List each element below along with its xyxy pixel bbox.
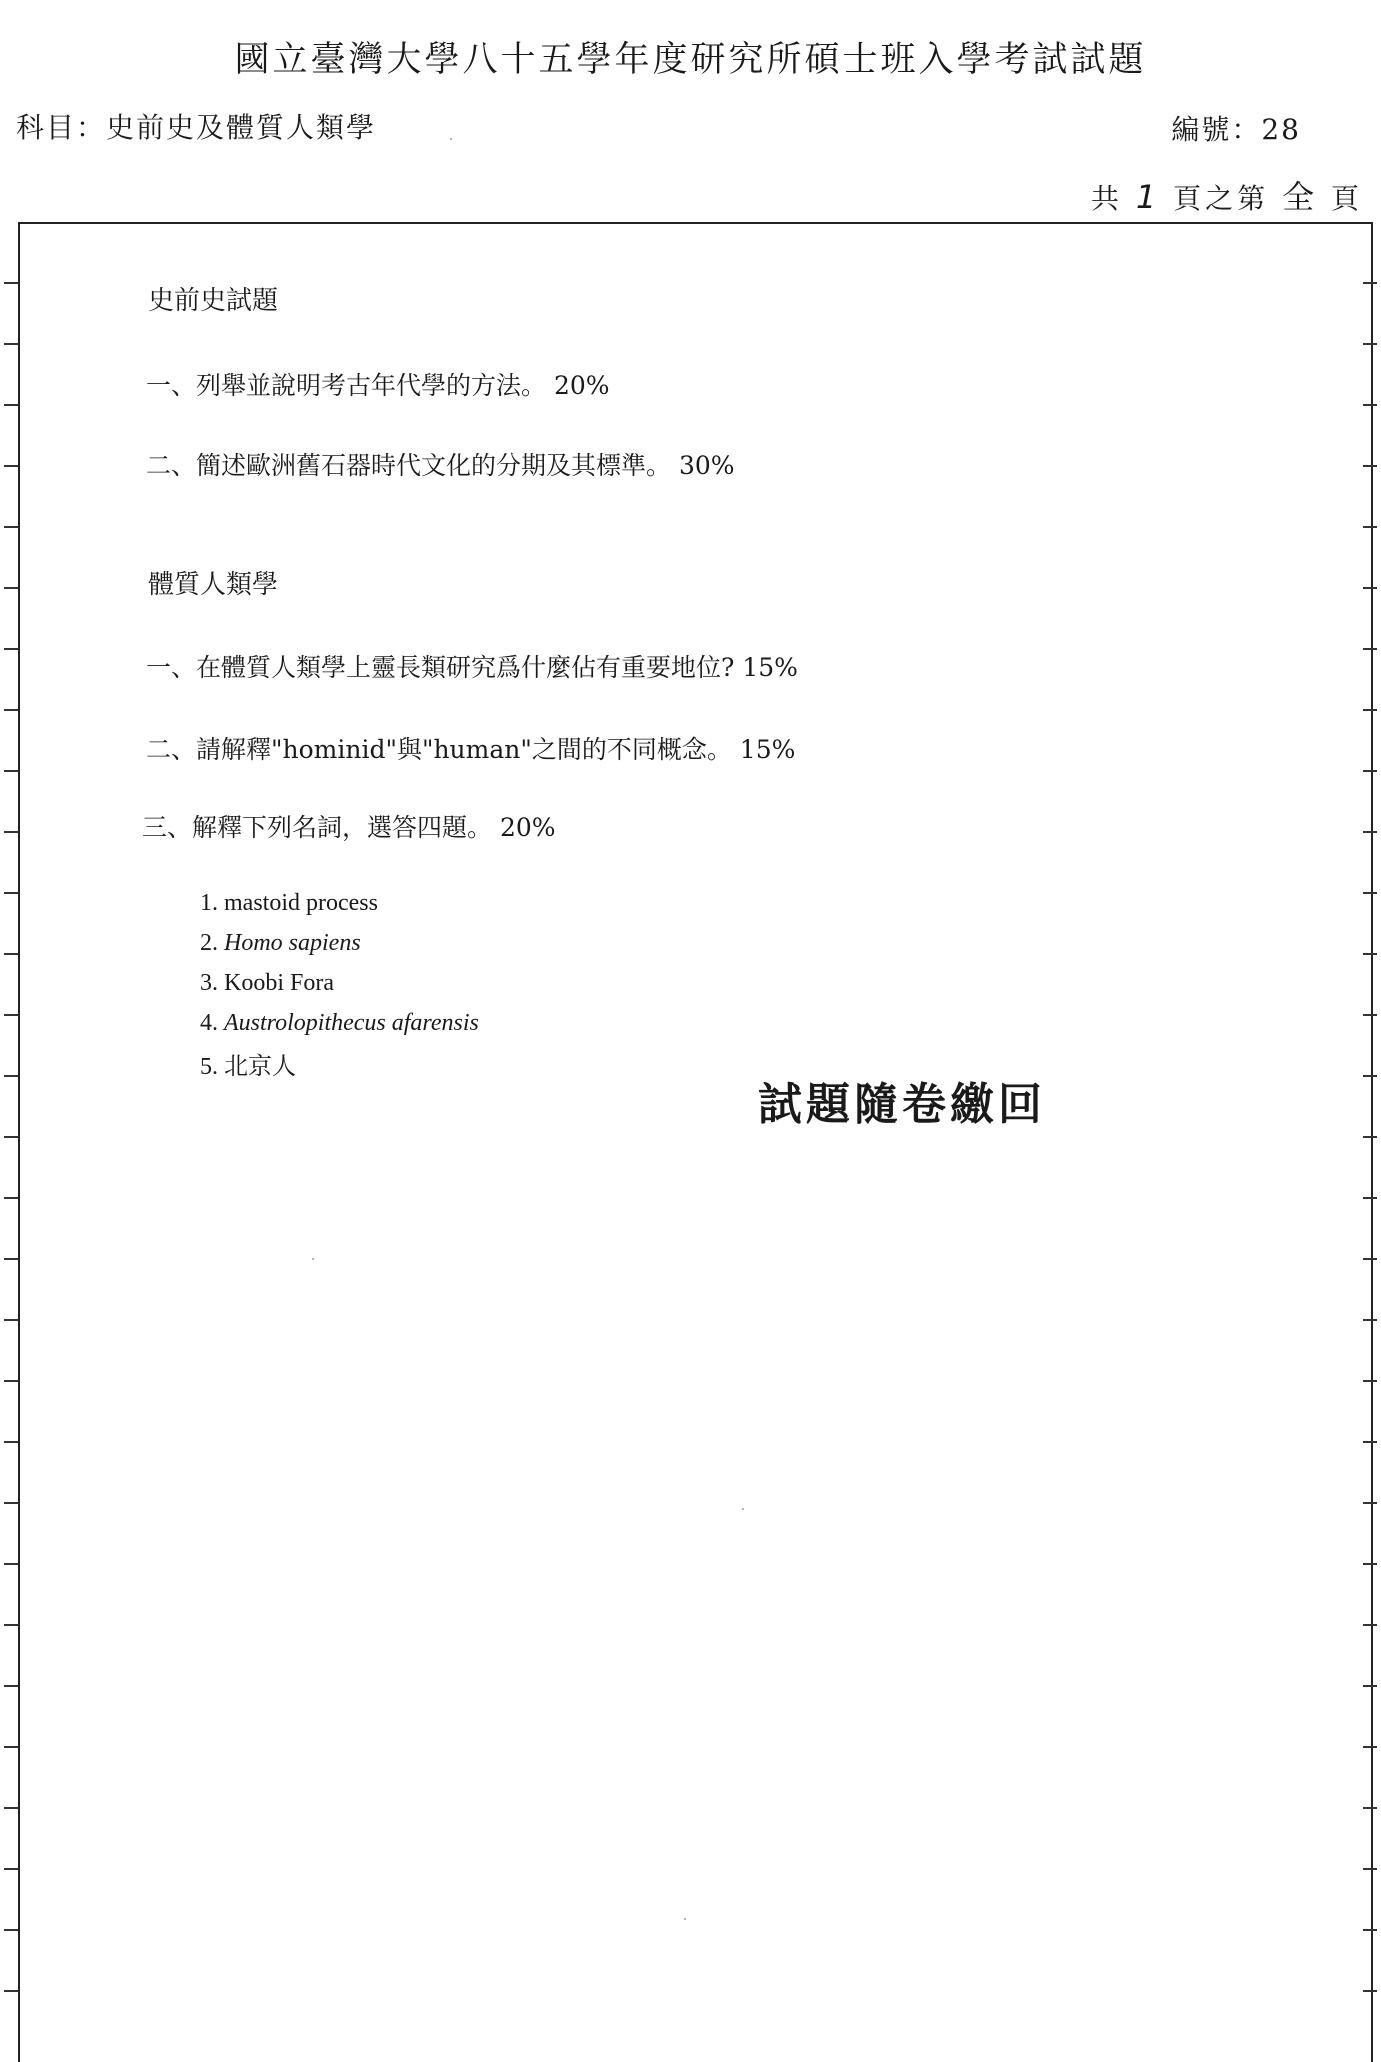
pages-suffix: 頁: [1330, 182, 1363, 215]
pages-mid: 頁之第: [1173, 182, 1270, 215]
margin-tick-left: [4, 770, 18, 772]
margin-tick-left: [4, 1807, 18, 1809]
pages-current: 全: [1282, 178, 1319, 216]
term-number: 3.: [200, 970, 218, 996]
exam-code: 編號：28: [1171, 113, 1301, 146]
margin-tick-right: [1363, 343, 1377, 345]
margin-tick-right: [1363, 1014, 1377, 1016]
margin-tick-right: [1363, 1929, 1377, 1931]
margin-tick-right: [1363, 465, 1377, 467]
prehistory-heading: 史前史試題: [148, 286, 279, 316]
margin-tick-left: [4, 1624, 18, 1626]
physical-heading: 體質人類學: [148, 570, 279, 600]
margin-tick-left: [4, 1685, 18, 1687]
term-item: [200, 970, 334, 997]
term-item: [200, 1046, 296, 1081]
pages-total: 1: [1135, 178, 1161, 216]
term-number: 5.: [200, 1054, 218, 1080]
margin-tick-right: [1363, 1441, 1377, 1443]
term-item: [200, 1010, 479, 1037]
margin-tick-right: [1363, 1258, 1377, 1260]
term-number: 2.: [200, 930, 218, 956]
physical-question-2: 二、請解釋"hominid"與"human"之間的不同概念。 15%: [146, 735, 796, 764]
margin-tick-right: [1363, 587, 1377, 589]
margin-tick-left: [4, 465, 18, 467]
subject-line: 科目：史前史及體質人類學: [16, 111, 377, 144]
answer-frame: [18, 222, 1373, 2062]
margin-tick-left: [4, 1929, 18, 1931]
margin-tick-left: [4, 1258, 18, 1260]
term-text: Homo sapiens: [224, 930, 361, 956]
return-stamp: 試題隨卷繳回: [758, 1079, 1046, 1130]
margin-tick-left: [4, 526, 18, 528]
margin-tick-left: [4, 1868, 18, 1870]
margin-tick-left: [4, 282, 18, 284]
margin-tick-right: [1363, 1380, 1377, 1382]
margin-tick-right: [1363, 1319, 1377, 1321]
physical-question-1: 一、在體質人類學上靈長類研究爲什麼佔有重要地位? 15%: [146, 653, 798, 682]
page-count: [1091, 172, 1363, 218]
margin-tick-right: [1363, 1075, 1377, 1077]
margin-tick-right: [1363, 1197, 1377, 1199]
pages-prefix: 共: [1090, 182, 1136, 215]
margin-tick-left: [4, 1319, 18, 1321]
margin-tick-right: [1363, 892, 1377, 894]
margin-tick-left: [4, 1502, 18, 1504]
margin-tick-right: [1363, 709, 1377, 711]
margin-tick-left: [4, 1380, 18, 1382]
margin-tick-right: [1363, 282, 1377, 284]
margin-tick-right: [1363, 1502, 1377, 1504]
term-number: 1.: [200, 890, 218, 916]
margin-tick-right: [1363, 1807, 1377, 1809]
margin-tick-left: [4, 1014, 18, 1016]
margin-tick-left: [4, 831, 18, 833]
margin-tick-left: [4, 1197, 18, 1199]
margin-tick-left: [4, 953, 18, 955]
prehistory-question-1: 一、列舉並說明考古年代學的方法。 20%: [146, 371, 610, 400]
margin-tick-left: [4, 587, 18, 589]
scan-speck: [742, 1508, 744, 1510]
margin-tick-left: [4, 404, 18, 406]
margin-tick-right: [1363, 1563, 1377, 1565]
margin-tick-left: [4, 892, 18, 894]
margin-tick-left: [4, 648, 18, 650]
margin-tick-right: [1363, 770, 1377, 772]
margin-tick-right: [1363, 1990, 1377, 1992]
margin-tick-left: [4, 709, 18, 711]
margin-tick-right: [1363, 953, 1377, 955]
term-text: 北京人: [224, 1054, 296, 1080]
margin-tick-left: [4, 1563, 18, 1565]
margin-tick-right: [1363, 1136, 1377, 1138]
margin-tick-left: [4, 1746, 18, 1748]
term-item: [200, 890, 378, 917]
term-text: Austrolopithecus afarensis: [224, 1010, 479, 1036]
prehistory-question-2: 二、簡述歐洲舊石器時代文化的分期及其標準。 30%: [146, 451, 735, 480]
scan-speck: [450, 138, 452, 140]
margin-tick-right: [1363, 526, 1377, 528]
margin-tick-left: [4, 343, 18, 345]
term-text: mastoid process: [224, 890, 378, 916]
margin-tick-left: [4, 1441, 18, 1443]
margin-tick-right: [1363, 404, 1377, 406]
term-item: [200, 930, 361, 957]
margin-tick-right: [1363, 1685, 1377, 1687]
scan-speck: [684, 1918, 686, 1920]
physical-question-3: 三、解釋下列名詞，選答四題。 20%: [142, 813, 556, 842]
margin-tick-right: [1363, 1868, 1377, 1870]
margin-tick-left: [4, 1990, 18, 1992]
margin-tick-right: [1363, 831, 1377, 833]
term-number: 4.: [200, 1010, 218, 1036]
margin-tick-left: [4, 1075, 18, 1077]
term-text: Koobi Fora: [224, 970, 334, 996]
scan-speck: [312, 1258, 314, 1260]
margin-tick-right: [1363, 1624, 1377, 1626]
exam-title: 國立臺灣大學八十五學年度研究所碩士班入學考試試題: [234, 40, 1147, 80]
margin-tick-right: [1363, 648, 1377, 650]
margin-tick-left: [4, 1136, 18, 1138]
margin-tick-right: [1363, 1746, 1377, 1748]
